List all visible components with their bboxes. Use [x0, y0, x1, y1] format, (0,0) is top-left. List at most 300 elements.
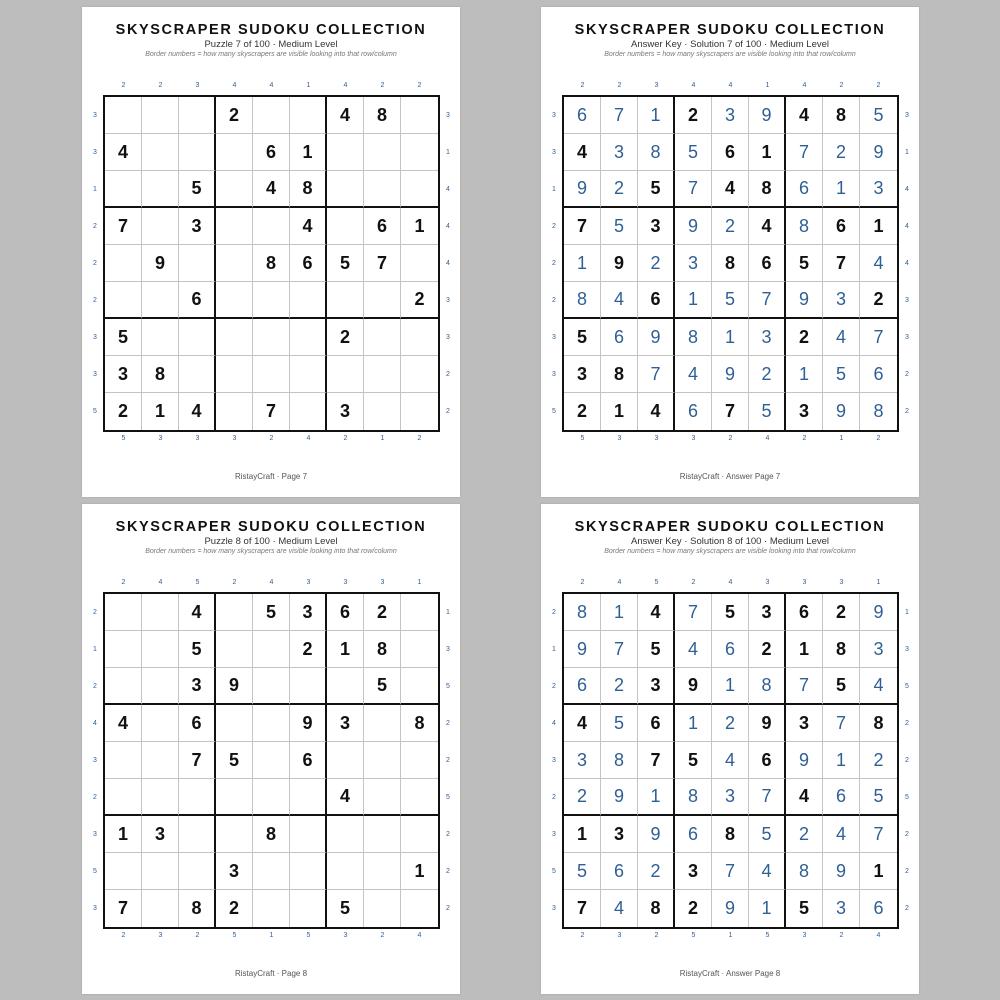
grid-cell: 4 [601, 282, 638, 319]
grid-cell: 3 [179, 208, 216, 245]
grid-cell: 8 [638, 134, 675, 171]
clue-bottom: 2 [839, 932, 844, 939]
grid-cell: 2 [860, 742, 897, 779]
clue-top: 2 [876, 82, 881, 89]
clue-bottom: 2 [728, 435, 733, 442]
grid-cell: 3 [749, 319, 786, 356]
grid-cell [290, 393, 327, 430]
grid-cell: 5 [564, 319, 601, 356]
clue-left: 3 [552, 830, 556, 838]
clue-bottom: 3 [232, 435, 237, 442]
grid-cell [401, 668, 438, 705]
clue-top: 3 [802, 579, 807, 586]
grid-cell: 2 [749, 356, 786, 393]
grid-cell [179, 853, 216, 890]
grid-cell: 9 [823, 393, 860, 430]
grid-cell: 9 [601, 779, 638, 816]
grid-cell: 9 [290, 705, 327, 742]
grid-cell: 2 [786, 816, 823, 853]
grid-cell: 6 [364, 208, 401, 245]
grid-cell [253, 853, 290, 890]
grid-cell: 1 [712, 668, 749, 705]
grid-cell: 5 [179, 171, 216, 208]
clue-top: 4 [728, 82, 733, 89]
clue-top: 4 [158, 579, 163, 586]
grid-cell [216, 208, 253, 245]
clue-top: 2 [580, 579, 585, 586]
grid-cell: 8 [873, 401, 884, 421]
clue-top: 3 [195, 82, 200, 89]
grid-cell: 4 [823, 319, 860, 356]
grid-cell [327, 134, 364, 171]
grid-cell [216, 393, 253, 430]
grid-cell [401, 631, 438, 668]
clue-left: 3 [93, 333, 97, 341]
clue-top: 2 [691, 579, 696, 586]
grid-cell: 4 [253, 171, 290, 208]
grid-cell: 8 [675, 779, 712, 816]
grid-cell [142, 97, 179, 134]
grid-cell: 1 [675, 282, 712, 319]
grid-cell: 4 [786, 97, 823, 134]
grid-cell: 7 [564, 890, 601, 927]
grid-cell: 6 [749, 742, 786, 779]
grid-cell: 9 [860, 134, 897, 171]
grid-cell [142, 134, 179, 171]
grid-cell: 7 [364, 245, 401, 282]
grid-cell: 3 [860, 171, 897, 208]
clue-left: 3 [552, 370, 556, 378]
grid-cell: 6 [253, 134, 290, 171]
grid-cell: 6 [823, 208, 860, 245]
grid-cell: 3 [327, 705, 364, 742]
grid-cell [253, 779, 290, 816]
grid-cell: 8 [823, 631, 860, 668]
grid-cell [364, 282, 401, 319]
clue-left: 3 [552, 333, 556, 341]
grid-cell [364, 356, 401, 393]
grid-cell [253, 356, 290, 393]
clue-top: 2 [580, 82, 585, 89]
grid-cell [142, 594, 179, 631]
clue-right: 4 [905, 185, 909, 193]
instruction-note: Border numbers = how many skyscrapers are visible looking into that row/column [604, 548, 856, 555]
sudoku-grid [562, 95, 899, 432]
clue-left: 3 [93, 148, 97, 156]
grid-cell: 4 [638, 594, 675, 631]
grid-cell [216, 816, 253, 853]
grid-cell [253, 97, 290, 134]
grid-cell [327, 356, 364, 393]
clue-top: 3 [839, 579, 844, 586]
clue-top: 2 [121, 579, 126, 586]
page-title: SKYSCRAPER SUDOKU COLLECTION [115, 519, 427, 535]
page-footer: RistayCraft · Answer Page 8 [679, 969, 781, 978]
grid-cell: 4 [179, 594, 216, 631]
grid-cell: 7 [105, 208, 142, 245]
grid-cell [327, 208, 364, 245]
grid-cell: 4 [327, 779, 364, 816]
grid-cell [179, 245, 216, 282]
clue-bottom: 1 [728, 932, 733, 939]
grid-cell: 6 [712, 134, 749, 171]
clue-bottom: 2 [269, 435, 274, 442]
grid-cell [290, 816, 327, 853]
clue-top: 5 [654, 579, 659, 586]
clue-left: 2 [93, 296, 97, 304]
clue-right: 4 [446, 222, 450, 230]
grid-cell: 2 [216, 890, 253, 927]
grid-cell: 1 [564, 245, 601, 282]
grid-cell: 9 [564, 631, 601, 668]
grid-cell: 2 [860, 282, 897, 319]
grid-cell: 3 [749, 594, 786, 631]
grid-cell: 4 [749, 853, 786, 890]
grid-cell: 6 [179, 282, 216, 319]
grid-cell: 1 [142, 393, 179, 430]
grid-cell: 4 [860, 668, 897, 705]
grid-cell: 8 [564, 594, 601, 631]
grid-cell: 7 [712, 393, 749, 430]
grid-cell: 5 [860, 779, 897, 816]
grid-cell: 2 [675, 97, 712, 134]
grid-cell [216, 134, 253, 171]
grid-cell: 7 [638, 356, 675, 393]
grid-cell: 5 [179, 631, 216, 668]
grid-cell: 7 [601, 631, 638, 668]
clue-top: 2 [380, 82, 385, 89]
clue-right: 2 [905, 370, 909, 378]
grid-cell: 5 [749, 816, 786, 853]
grid-cell [142, 779, 179, 816]
clue-top: 4 [269, 579, 274, 586]
grid-cell: 9 [564, 171, 601, 208]
grid-cell: 4 [860, 245, 897, 282]
clue-left: 3 [93, 111, 97, 119]
grid-cell: 4 [327, 97, 364, 134]
grid-cell [179, 779, 216, 816]
grid-cell [401, 890, 438, 927]
grid-cell [105, 742, 142, 779]
page-subtitle: Answer Key · Solution 8 of 100 · Medium Level [630, 536, 829, 547]
grid-cell: 3 [638, 208, 675, 245]
grid-cell: 1 [105, 816, 142, 853]
grid-cell [327, 171, 364, 208]
clue-top: 3 [306, 579, 311, 586]
grid-cell: 3 [712, 97, 749, 134]
clue-right: 2 [446, 370, 450, 378]
grid-cell: 1 [638, 97, 675, 134]
grid-cell [364, 319, 401, 356]
grid-cell [216, 631, 253, 668]
clue-right: 2 [905, 719, 909, 727]
page-subtitle: Puzzle 8 of 100 · Medium Level [204, 536, 338, 547]
clue-left: 2 [552, 793, 556, 801]
grid-cell: 3 [564, 356, 601, 393]
grid-cell [364, 171, 401, 208]
grid-cell: 9 [786, 742, 823, 779]
grid-cell: 5 [216, 742, 253, 779]
grid-cell [105, 171, 142, 208]
grid-cell [142, 742, 179, 779]
grid-cell: 8 [601, 356, 638, 393]
grid-cell: 2 [638, 245, 675, 282]
grid-cell [290, 853, 327, 890]
clue-top: 4 [728, 579, 733, 586]
clue-top: 5 [195, 579, 200, 586]
clue-left: 3 [93, 904, 97, 912]
clue-left: 2 [93, 682, 97, 690]
grid-cell [142, 319, 179, 356]
grid-cell: 8 [364, 97, 401, 134]
grid-cell: 2 [712, 208, 749, 245]
clue-bottom: 5 [232, 932, 237, 939]
grid-cell: 5 [564, 853, 601, 890]
clue-left: 2 [552, 296, 556, 304]
grid-cell [216, 594, 253, 631]
grid-cell: 1 [860, 208, 897, 245]
grid-cell [216, 779, 253, 816]
grid-cell: 2 [564, 779, 601, 816]
sudoku-grid [562, 592, 899, 929]
clue-left: 2 [93, 259, 97, 267]
clue-top: 1 [417, 579, 422, 586]
grid-cell [364, 742, 401, 779]
clue-right: 1 [905, 608, 909, 616]
clue-right: 1 [446, 608, 450, 616]
grid-cell [401, 742, 438, 779]
grid-cell: 6 [786, 171, 823, 208]
grid-cell: 2 [601, 171, 638, 208]
clue-bottom: 5 [121, 435, 126, 442]
clue-bottom: 5 [691, 932, 696, 939]
clue-right: 5 [905, 793, 909, 801]
sudoku-grid [103, 95, 440, 432]
clue-right: 1 [446, 148, 450, 156]
grid-cell: 9 [823, 853, 860, 890]
grid-cell: 8 [179, 890, 216, 927]
clue-right: 3 [446, 645, 450, 653]
clue-bottom: 2 [417, 435, 422, 442]
grid-cell: 8 [601, 742, 638, 779]
grid-cell: 2 [401, 282, 438, 319]
clue-right: 2 [905, 904, 909, 912]
grid-cell: 3 [786, 705, 823, 742]
grid-cell: 8 [786, 208, 823, 245]
grid-cell: 6 [675, 816, 712, 853]
grid-cell: 7 [638, 742, 675, 779]
grid-cell: 2 [638, 853, 675, 890]
grid-cell [105, 668, 142, 705]
page-footer: RistayCraft · Page 7 [234, 472, 308, 481]
grid-cell [290, 668, 327, 705]
grid-cell: 5 [364, 668, 401, 705]
clue-top: 2 [839, 82, 844, 89]
grid-cell: 6 [860, 356, 897, 393]
grid-cell [253, 705, 290, 742]
grid-cell: 5 [601, 705, 638, 742]
grid-cell: 5 [786, 890, 823, 927]
clue-top: 3 [654, 82, 659, 89]
grid-cell: 9 [749, 97, 786, 134]
grid-cell: 2 [786, 319, 823, 356]
clue-right: 4 [905, 259, 909, 267]
clue-left: 1 [93, 645, 97, 653]
grid-cell: 6 [601, 853, 638, 890]
grid-cell: 2 [749, 631, 786, 668]
grid-cell [253, 668, 290, 705]
clue-top: 3 [765, 579, 770, 586]
page-title: SKYSCRAPER SUDOKU COLLECTION [115, 22, 427, 38]
clue-right: 5 [446, 682, 450, 690]
grid-cell: 9 [749, 705, 786, 742]
grid-cell: 8 [675, 319, 712, 356]
clue-bottom: 3 [158, 932, 163, 939]
grid-cell: 7 [675, 594, 712, 631]
grid-cell [142, 705, 179, 742]
grid-cell: 9 [638, 319, 675, 356]
grid-cell: 5 [638, 171, 675, 208]
grid-cell [290, 356, 327, 393]
grid-cell: 3 [786, 393, 823, 430]
clue-top: 4 [802, 82, 807, 89]
clue-right: 2 [446, 904, 450, 912]
grid-cell: 7 [786, 668, 823, 705]
grid-cell: 5 [601, 208, 638, 245]
grid-cell [253, 319, 290, 356]
clue-bottom: 2 [121, 932, 126, 939]
grid-cell: 5 [675, 134, 712, 171]
grid-cell: 5 [105, 319, 142, 356]
clue-bottom: 5 [765, 932, 770, 939]
grid-cell: 4 [786, 779, 823, 816]
clue-left: 5 [93, 407, 97, 415]
grid-cell: 3 [601, 816, 638, 853]
grid-cell: 1 [601, 594, 638, 631]
puzzle-page-7 [82, 7, 460, 497]
grid-cell: 9 [142, 245, 179, 282]
grid-cell: 9 [712, 890, 749, 927]
grid-cell: 2 [823, 594, 860, 631]
grid-cell: 9 [786, 282, 823, 319]
grid-cell: 6 [823, 779, 860, 816]
grid-cell: 5 [823, 356, 860, 393]
clue-top: 4 [617, 579, 622, 586]
grid-cell: 7 [712, 853, 749, 890]
grid-cell: 9 [675, 208, 712, 245]
grid-cell [253, 631, 290, 668]
grid-cell: 5 [712, 282, 749, 319]
clue-left: 2 [552, 608, 556, 616]
grid-cell [142, 890, 179, 927]
grid-cell: 2 [564, 393, 601, 430]
grid-cell [290, 282, 327, 319]
clue-left: 4 [93, 719, 97, 727]
clue-top: 4 [269, 82, 274, 89]
grid-cell [179, 319, 216, 356]
clue-bottom: 4 [417, 932, 422, 939]
grid-cell [142, 668, 179, 705]
grid-cell: 7 [823, 705, 860, 742]
grid-cell: 6 [564, 668, 601, 705]
grid-cell: 7 [749, 282, 786, 319]
grid-cell: 5 [638, 631, 675, 668]
grid-cell: 8 [253, 816, 290, 853]
grid-cell [401, 816, 438, 853]
clue-bottom: 5 [580, 435, 585, 442]
clue-left: 5 [552, 407, 556, 415]
grid-cell: 6 [290, 742, 327, 779]
grid-cell [105, 631, 142, 668]
grid-cell: 1 [823, 742, 860, 779]
grid-cell: 8 [564, 282, 601, 319]
clue-bottom: 3 [691, 435, 696, 442]
clue-bottom: 3 [158, 435, 163, 442]
grid-cell: 1 [327, 631, 364, 668]
grid-cell [105, 594, 142, 631]
grid-cell [253, 208, 290, 245]
grid-cell: 8 [290, 171, 327, 208]
grid-cell [401, 356, 438, 393]
grid-cell [364, 853, 401, 890]
grid-cell [364, 890, 401, 927]
grid-cell: 3 [142, 816, 179, 853]
grid-cell: 8 [401, 705, 438, 742]
grid-cell [179, 97, 216, 134]
grid-cell: 6 [179, 705, 216, 742]
grid-cell [179, 816, 216, 853]
clue-bottom: 4 [306, 435, 311, 442]
grid-cell: 1 [290, 134, 327, 171]
grid-cell [364, 705, 401, 742]
grid-cell: 7 [179, 742, 216, 779]
grid-cell: 1 [786, 356, 823, 393]
grid-cell: 3 [105, 356, 142, 393]
grid-cell: 3 [601, 134, 638, 171]
grid-cell: 1 [401, 853, 438, 890]
grid-cell: 4 [179, 393, 216, 430]
grid-cell: 5 [253, 594, 290, 631]
grid-cell [401, 171, 438, 208]
grid-cell [216, 245, 253, 282]
clue-bottom: 2 [876, 435, 881, 442]
grid-cell: 5 [327, 245, 364, 282]
clue-right: 2 [446, 719, 450, 727]
grid-cell: 1 [712, 319, 749, 356]
clue-bottom: 1 [839, 435, 844, 442]
clue-bottom: 3 [654, 435, 659, 442]
clue-top: 1 [765, 82, 770, 89]
grid-cell: 8 [786, 853, 823, 890]
grid-cell: 2 [364, 594, 401, 631]
clue-right: 3 [446, 333, 450, 341]
grid-cell [327, 668, 364, 705]
clue-left: 2 [552, 222, 556, 230]
clue-top: 4 [343, 82, 348, 89]
grid-cell: 6 [749, 245, 786, 282]
page-footer: RistayCraft · Answer Page 7 [679, 472, 781, 481]
grid-cell: 7 [749, 779, 786, 816]
grid-cell: 4 [105, 705, 142, 742]
clue-right: 3 [905, 333, 909, 341]
clue-top: 4 [232, 82, 237, 89]
clue-right: 2 [905, 756, 909, 764]
grid-cell: 3 [675, 245, 712, 282]
clue-bottom: 2 [580, 932, 585, 939]
clue-top: 2 [121, 82, 126, 89]
grid-cell [142, 631, 179, 668]
clue-left: 2 [93, 793, 97, 801]
